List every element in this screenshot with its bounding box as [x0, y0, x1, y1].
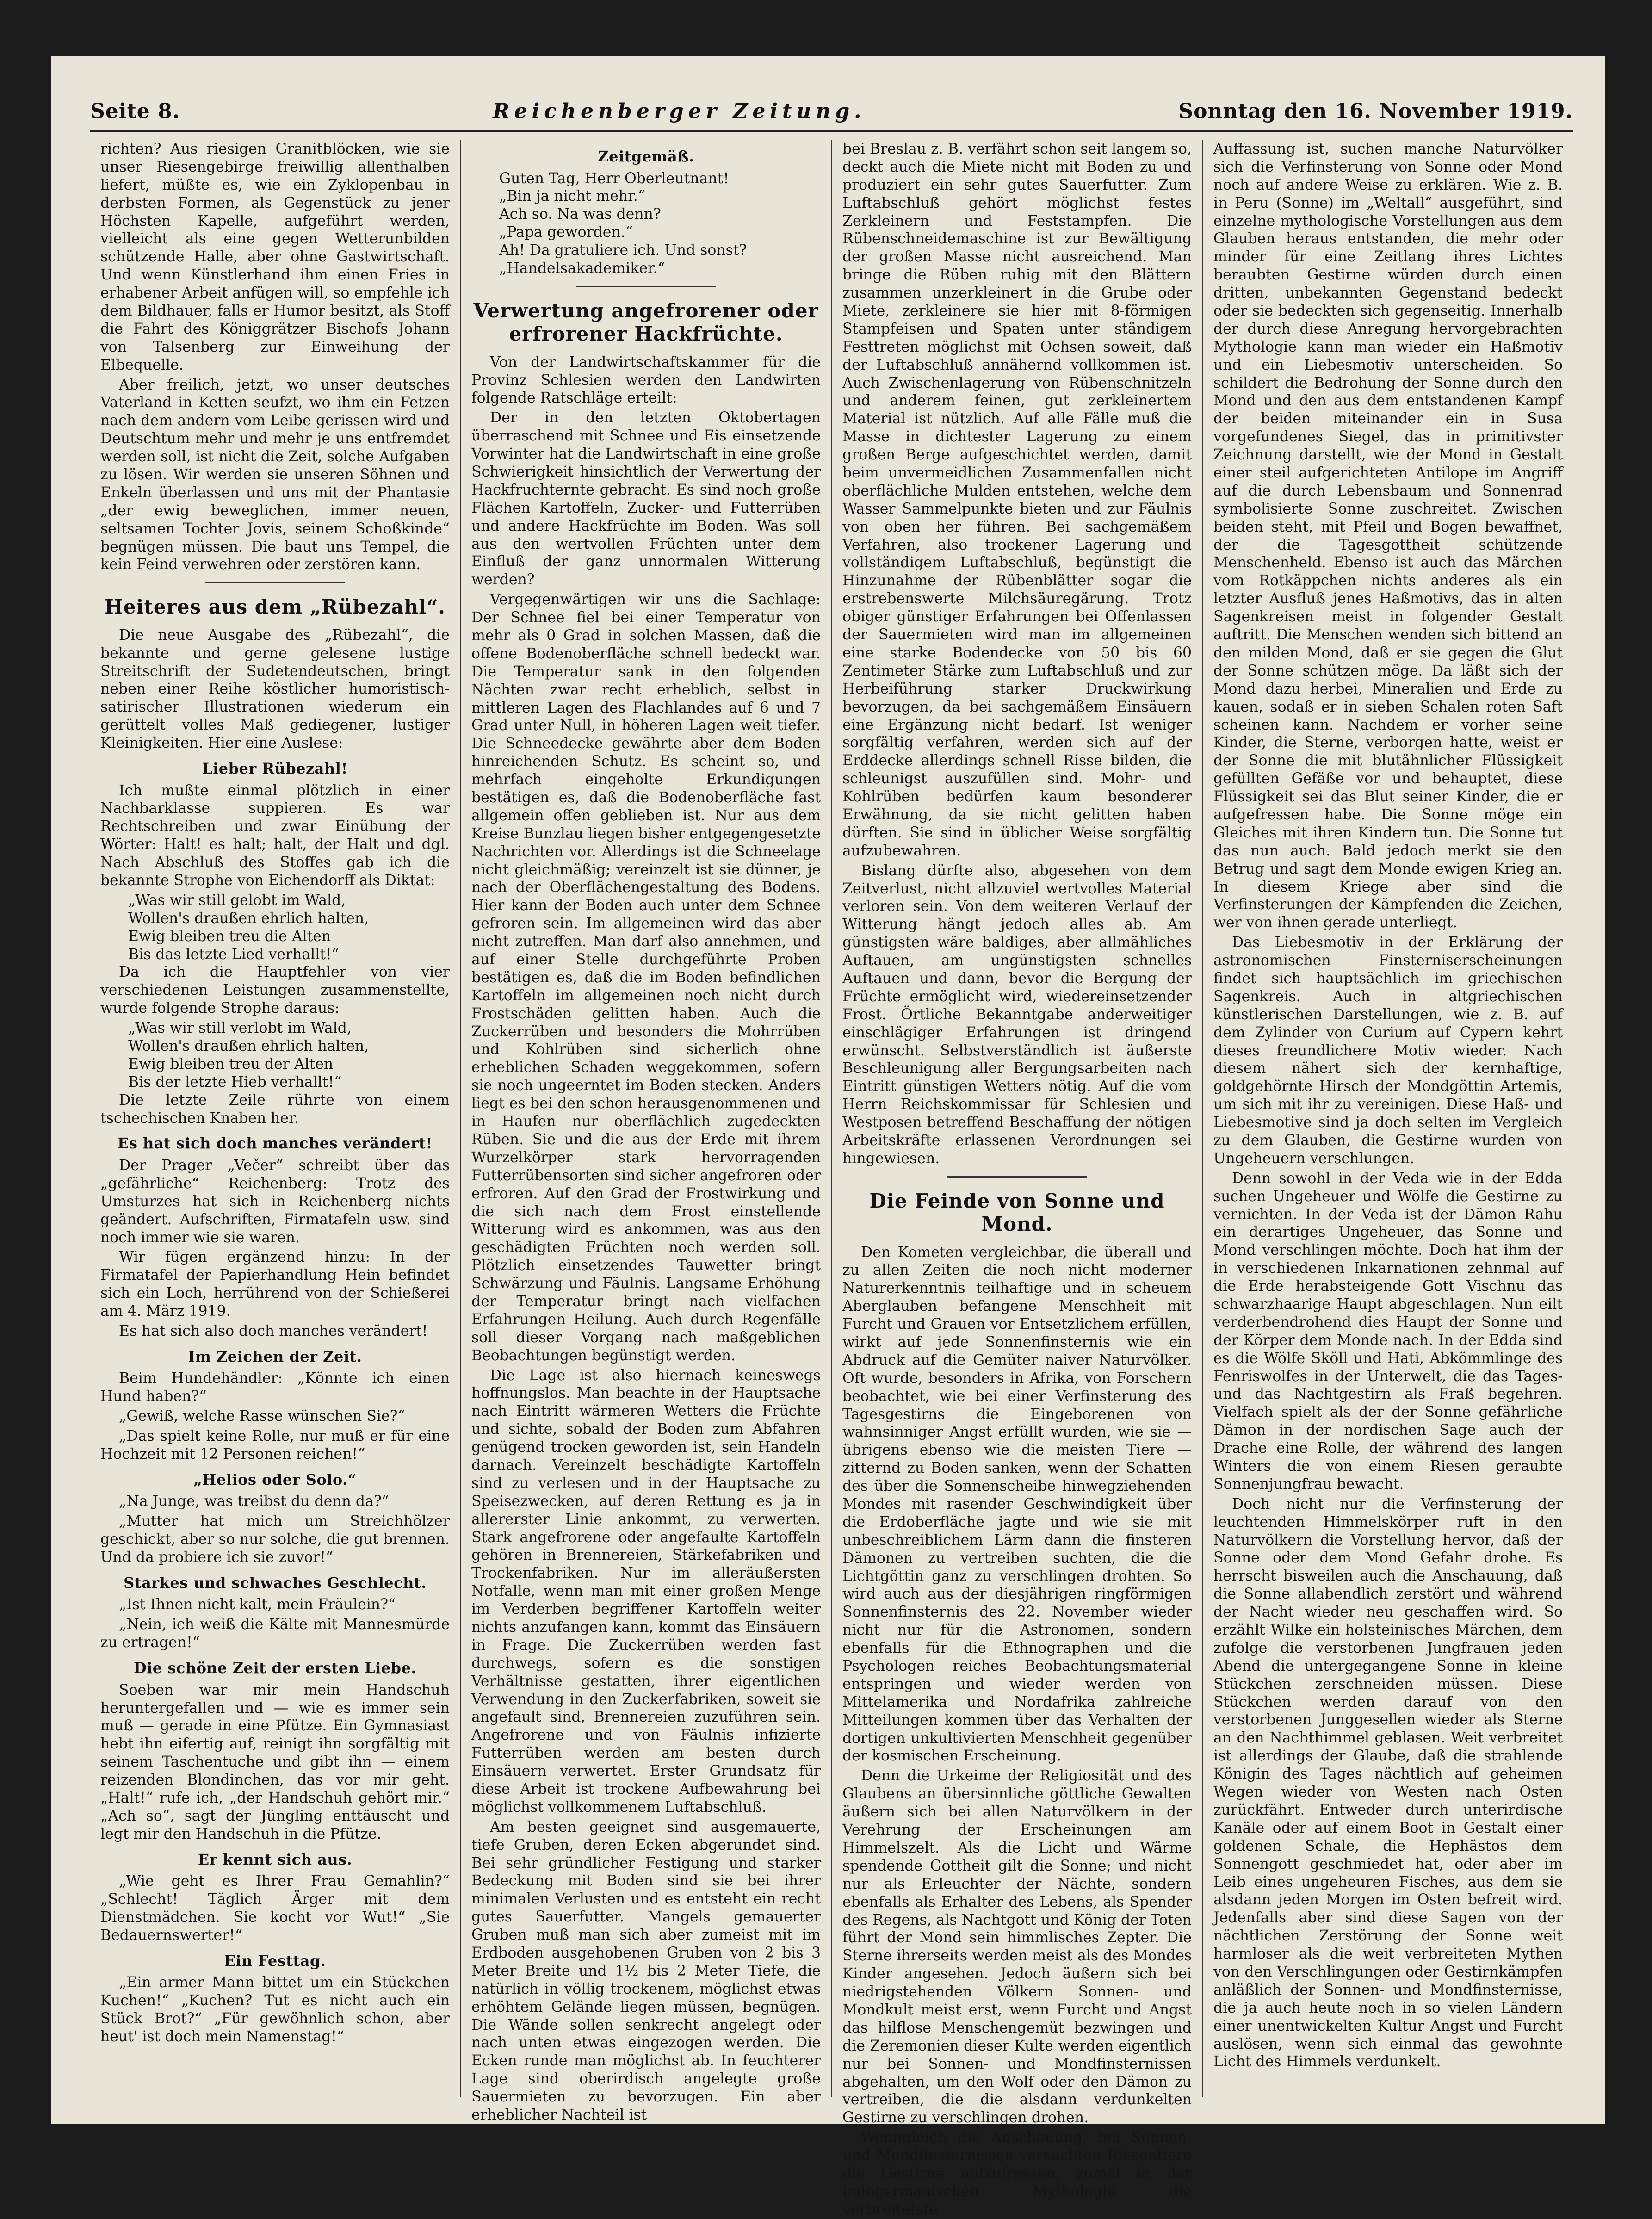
paragraph: „Wie geht es Ihrer Frau Gemahlin?“ „Schlecht! Täglich Ärger mit dem Dienstmädchen. Sie kocht vor Wut!“ „Sie Bedauernswerter!“: [100, 1873, 450, 1944]
page-number: Seite 8.: [90, 99, 180, 123]
verse-block: [100, 1019, 450, 1091]
divider: [205, 582, 345, 583]
subheading: Lieber Rübezahl!: [202, 760, 348, 777]
issue-date: Sonntag den 16. November 1919.: [1178, 99, 1573, 123]
dialogue-line: „Handelsakademiker.“: [499, 260, 665, 277]
column-1: [90, 140, 460, 2097]
paragraph: „Gewiß, welche Rasse wünschen Sie?“: [119, 1408, 405, 1425]
paragraph: Das Liebesmotiv in der Erklärung der astronomischen Finsterniserscheinungen findet sich hauptsächlich im griechischen Sagenkreis. Auch in altgriechischen künstlerischen Darstellungen, wie z. B. auf dem Zylinder von Curium auf Cypern kehrt dieses freundlichere Motiv wieder. Nach diesem nähert sich der kernhaftige, goldgehörnte Hirsch der Mondgöttin Artemis, um sich mit ihr zu vereinigen. Diese Haß- und Liebesmotive sind ja doch selten im Vergleich zu dem Glauben, die Gestirne wurden von Ungeheuern verschlungen.: [1213, 934, 1563, 1167]
paragraph: Am besten geeignet sind ausgemauerte, tiefe Gruben, deren Ecken abgerundet sind. Bei sehr gründlicher Festigung und starker Bedeckung mit Boden sind sie bei ihrer minimalen Verlusten und es entsteht ein recht gutes Sauerfutter. Mangels gemauerter Gruben muß man sich aber zumeist mit im Erdboden ausgehobenen Gruben von 2 bis 3 Meter Breite und 1½ bis 2 Meter Tiefe, die natürlich in völlig trockenem, möglichst etwas erhöhtem Gelände liegen müssen, begnügen. Die Wände sollen senkrecht angelegt oder nach unten etwas eingezogen werden. Die Ecken runde man möglichst ab. In feuchterer Lage sind oberirdisch angelegte große Sauermieten zu bevorzugen. Ein aber erheblicher Nachteil ist: [471, 1818, 821, 2124]
verse-line: „Was wir still verlobt im Wald,: [128, 1020, 352, 1037]
paragraph: „Mutter hat mich um Streichhölzer geschickt, aber so nur solche, die gut brennen. Und da probiere ich sie zuvor!“: [100, 1513, 450, 1566]
divider: [576, 286, 716, 287]
paragraph: Auffassung ist, suchen manche Naturvölker sich die Verfinsterung von Sonne oder Mond noch auf andere Weise zu erklären. Wie z. B. in Peru (Sonne) im „Weltall“ ausgeführt, sind einzelne mythologische Vorstellungen aus dem Glauben heraus entstanden, die mehr oder minder für eine Zeitlang ihres Lichtes beraubten Gestirne würden durch einen dritten, unbekannten Gegenstand bedeckt oder sie bedeckten sich gegenseitig. Innerhalb der durch diese Anregung hervorgebrachten Mythologie kann man wieder ein Haßmotiv und ein Liebesmotiv unterscheiden. So schildert die Bedrohung der Sonne durch den Mond und den aus dem entstandenen Kampf der beiden miteinander ein in Susa vorgefundenes Siegel, das in primitivster Zeichnung darstellt, wie der Mond in Gestalt einer steil aufgerichteten Antilope im Angriff auf die durch Lebensbaum und Sonnenrad symbolisierte Sonne zuschreitet. Zwischen beiden steht, mit Pfeil und Bogen bewaffnet, der die Tagesgottheit schützende Menschenheld. Ebenso ist auch das Märchen vom Rotkäppchen nichts anderes als ein letzter Ausfluß jenes Haßmotivs, das in alten Sagenkreisen meist in folgender Gestalt auftritt. Die Menschen wenden sich bittend an den milden Mond, daß er sie gegen die Glut der Sonne schützen möge. Da läßt sich der Mond dazu herbei, Mineralien und Erde zu kauen, sodaß er in sieben Schalen roten Saft scheinen kann. Nachdem er vorher seine Kinder, die Sterne, verborgen hatte, weist er der Sonne die mit blutähnlicher Flüssigkeit gefüllten Gefäße vor und behauptet, diese Flüssigkeit sei das Blut seiner Kinder, die er aufgefressen habe. Die Sonne möge ein Gleiches mit ihren Kindern tun. Die Sonne tut das nun auch. Bald jedoch merkt sie den Betrug und sagt dem Monde ewigen Krieg an. In diesem Kriege aber sind die Verfinsterungen der Kämpfenden die Zeichen, wer von ihnen gerade unterliegt.: [1213, 141, 1563, 931]
verse-line: Ewig bleiben treu die Alten: [128, 928, 331, 945]
paragraph: Der Prager „Večer“ schreibt über das „gefährliche“ Reichenberg: Trotz des Umsturzes hat sich in Reichenberg nichts geändert. Aufschriften, Firmatafeln usw. sind noch immer wie sie waren.: [100, 1157, 450, 1246]
subheading: Die schöne Zeit der ersten Liebe.: [134, 1659, 416, 1677]
article-heading-verwertung: Verwertung angefrorener oder erfrorener Hackfrüchte.: [473, 299, 819, 346]
paragraph: Aber freilich, jetzt, wo unser deutsches Vaterland in Ketten seufzt, wo ihm ein Fetzen nach dem andern vom Leibe gerissen wird und Deutschtum mehr und mehr je uns entfremdet werden soll, ist nicht die Zeit, solche Aufgaben zu lösen. Wir werden sie unseren Söhnen und Enkeln überlassen und uns mit der Phantasie „der ewig beweglichen, immer neuen, seltsamen Tochter Jovis, seinem Schoßkinde“ begnügen müssen. Die baut uns Tempel, die kein Feind verwehren oder zerstören kann.: [100, 376, 450, 573]
page-header: [90, 99, 1573, 132]
article-heading-feinde: Die Feinde von Sonne und Mond.: [869, 1189, 1165, 1236]
column-3: [831, 140, 1202, 2218]
paragraph: „Nein, ich weiß die Kälte mit Mannesmürde zu ertragen!“: [100, 1616, 450, 1651]
paragraph: Doch nicht nur die Verfinsterung der leuchtenden Himmelskörper ruft in den Naturvölkern die Vorstellung hervor, daß der Sonne oder dem Mond Gefahr drohe. Es herrscht bisweilen auch die Anschauung, daß die Sonne allabendlich zerstört und während der Nacht wieder neu geschaffen wird. So erzählt Wilke ein holsteinisches Märchen, dem zufolge die verstorbenen Jungfrauen jeden Abend die untergegangene Sonne in kleine Stückchen zerschneiden müssen. Diese Stückchen werden darauf von den verstorbenen Junggesellen wieder als Sterne an den Nachthimmel geblasen. Weit verbreitet ist allerdings der Glaube, daß die strahlende Königin des Tages nächtlich auf geheimen Wegen wieder von Westen nach Osten zurückfährt. Entweder durch unterirdische Kanäle oder auf einem Boot in Gestalt einer goldenen Schale, die Hephästos dem Sonnengott geschmiedet hat, oder aber im Leib eines ungeheuren Fisches, aus dem sie alsdann jeden Morgen im Osten befreit wird. Jedenfalls aber sind diese Sagen von der nächtlichen Zerstörung der Sonne weit harmloser als die weit verbreiteten Mythen von den Verschlingungen oder Gestirnkämpfen anläßlich der Sonnen- und Mondfinsternisse, die ja auch heute noch in so vielen Ländern einer unentwickelten Kultur Angst und Furcht auslösen, wenn sich einmal das gewohnte Licht des Himmels verdunkelt.: [1213, 1495, 1563, 2070]
article-heading-ruebezahl: Heiteres aus dem „Rübezahl“.: [105, 595, 445, 619]
paragraph: Wenngleich die Anschauung, bei Sonnen- und Mondfinsternissen versuchten Riesentiere die Gestirne aufzufressen, zumal in der indogermanischen Mythologie die verbreitetste: [842, 2129, 1192, 2218]
subheading: Ein Festtag.: [224, 1952, 326, 1970]
paragraph: „Ein armer Mann bittet um ein Stückchen Kuchen!“ „Kuchen? Tut es nicht auch ein Stück Brot?“ „Für gewöhnlich schon, aber heut' ist doch mein Namenstag!“: [100, 1974, 450, 2045]
paragraph: Die neue Ausgabe des „Rübezahl“, die bekannte und gerne gelesene lustige Streitschrift der Sudetendeutschen, bringt neben einer Reihe köstlicher humoristisch-satirischer Illustrationen wiederum ein gerüttelt volles Maß gediegener, lustiger Kleinigkeiten. Hier eine Auslese:: [100, 626, 450, 752]
divider: [947, 1176, 1087, 1178]
subheading: „Helios oder Solo.“: [193, 1470, 357, 1488]
dialogue-line: Ach so. Na was denn?: [499, 206, 661, 223]
paragraph: Vergegenwärtigen wir uns die Sachlage: Der Schnee fiel bei einer Temperatur von mehr als 0 Grad in solchen Massen, daß die offene Bodenoberfläche schnell bedeckt war. Die Temperatur sank in den folgenden Nächten zwar recht erheblich, selbst in mittleren Lagen des Flachlandes auf 6 und 7 Grad unter Null, in höheren Lagen weit tiefer. Die Schneedecke gewährte aber dem Boden hinreichenden Schutz. Es scheint so, und mehrfach eingeholte Erkundigungen bestätigen es, daß die Bodenoberfläche fast allgemein offen geblieben ist. Nur aus dem Kreise Bunzlau liegen bisher entgegengesetzte Nachrichten vor. Allerdings ist die Schneelage nicht gleichmäßig; vereinzelt ist sie dünner, je nach der Oberflächengestaltung des Bodens. Hier kann der Boden auch unter dem Schnee gefroren sein. Im allgemeinen wird das aber nicht zutreffen. Man darf also annehmen, und auf einer Stelle durchgeführte Proben bestätigen es, daß die im Boden befindlichen Kartoffeln im allgemeinen noch nicht durch Frostschäden gelitten haben. Auch die Zuckerrüben und besonders die Mohrrüben und Kohlrüben sind sicherlich ohne erheblichen Schaden weggekommen, sofern sie noch ungeerntet im Boden stecken. Anders liegt es bei den schon herausgenommenen und in Haufen nur oberflächlich zugedeckten Rüben. Sie und die aus der Erde mit ihrem Wurzelkörper stark hervorragenden Futterrübensorten sind sicher angefroren oder erfroren. Auf den Grad der Frostwirkung und die sich nach dem Frost einstellende Witterung wird es ankommen, was aus den geschädigten Früchten noch werden soll. Plötzlich einsetzendes Tauwetter bringt Schwärzung und Fäulnis. Langsame Erhöhung der Temperatur bringt nach vielfachen Erfahrungen Heilung. Auch durch Regenfälle soll dieser Vorgang nach maßgeblichen Beobachtungen begünstigt werden.: [471, 591, 821, 1364]
verse-line: Bis das letzte Lied verhallt!“: [128, 946, 339, 963]
verse-line: Wollen's draußen ehrlich halten,: [128, 1037, 369, 1054]
paragraph: „Na Junge, was treibst du denn da?“: [119, 1493, 389, 1510]
paragraph: Denn sowohl in der Veda wie in der Edda suchen Ungeheuer und Wölfe die Gestirne zu vernichten. In der Veda ist der Dämon Rahu ein derartiges Ungeheuer, das Sonne und Mond verschlingen möchte. Doch hat ihm der in verschiedenen Inkarnationen zehnmal auf die Erde herabsteigende Gott Vischnu das schwarzhaarige Haupt abgeschlagen. Nun eilt verderbendrohend dies Haupt der Sonne und der Körper dem Monde nach. In der Edda sind es die Wölfe Sköll und Hati, Abkömmlinge des Fenriswolfes in der Unterwelt, die das Tages- und das Nachtgestirn als Fraß begehren. Vielfach spielt als der der Sonne gefährliche Dämon in der nordischen Sage auch der Drache eine Rolle, der während des langen Winters die von einem Riesen geraubte Sonnenjungfrau bewacht.: [1213, 1170, 1563, 1493]
paragraph: „Ist Ihnen nicht kalt, mein Fräulein?“: [119, 1596, 396, 1613]
dialogue-line: „Papa geworden.“: [499, 224, 633, 241]
paragraph: Denn die Urkeime der Religiosität und des Glaubens an übersinnliche göttliche Gewalten äußern sich bei allen Naturvölkern in der Verehrung der Erscheinungen am Himmelszelt. Als die Licht und Wärme spendende Gottheit gilt die Sonne; und nicht nur als Erleuchter der Nächte, sondern ebenfalls als Erhalter des Lebens, als Spender des Regens, als Nachtgott und König der Toten führt der Mond sein himmlisches Zepter. Die Sterne ihrerseits werden meist als des Mondes Kinder angesehen. Jedoch äußern sich bei niedrigstehenden Völkern Sonnen- und Mondkult meist erst, wenn Furcht und Angst das hilflose Menschengemüt bezwingen und die Zeremonien dieser Kulte werden eigentlich nur bei Sonnen- und Mondfinsternissen abgehalten, um den Wolf oder den Dämon zu vertreiben, die die alsdann verdunkelten Gestirne zu verschlingen drohen.: [842, 1767, 1192, 2126]
paragraph: Ich mußte einmal plötzlich in einer Nachbarklasse suppieren. Es war Rechtschreiben und zwar Einübung der Wörter: Halt! es halt; halt, der Halt und dgl. Nach Abschluß des Stoffes gab ich die bekannte Strophe von Eichendorff als Diktat:: [100, 782, 450, 889]
verse-line: „Was wir still gelobt im Wald,: [128, 892, 346, 909]
paragraph: Beim Hundehändler: „Könnte ich einen Hund haben?“: [100, 1370, 450, 1405]
paragraph: Bislang dürfte also, abgesehen von dem Zeitverlust, nicht allzuviel wertvolles Material verloren sein. Von dem weiteren Verlauf der Witterung hängt jedoch alles ab. Am günstigsten wäre baldiges, aber allmähliches Auftauen, am ungünstigsten schnelles Auftauen und dann, bevor die Bergung der Früchte ermöglicht wird, wiedereinsetzender Frost. Örtliche Bekanntgabe anderweitiger einschlägiger Erfahrungen ist dringend erwünscht. Selbstverständlich ist äußerste Beschleunigung aller Bergungsarbeiten nach Eintritt günstigen Wetters nötig. Auf die vom Herrn Reichskommissar für Schlesien und Westposen betreffend Beschaffung der nötigen Arbeitskräfte erlassenen Verordnungen sei hingewiesen.: [842, 862, 1192, 1167]
subheading: Er kennt sich aus.: [198, 1850, 353, 1868]
column-4: [1202, 140, 1573, 2097]
paragraph: Die letzte Zeile rührte von einem tschechischen Knaben her.: [100, 1091, 450, 1127]
subheading: Im Zeichen der Zeit.: [188, 1347, 362, 1365]
verse-line: Ewig bleiben treu der Alten: [128, 1055, 334, 1072]
subheading: Es hat sich doch manches verändert!: [118, 1134, 433, 1153]
subheading: Starkes und schwaches Geschlecht.: [124, 1574, 427, 1592]
subheading: Zeitgemäß.: [598, 148, 694, 165]
verse-block: [100, 892, 450, 964]
paragraph: Da ich die Hauptfehler von vier verschiedenen Leistungen zusammenstellte, wurde folgende Strophe daraus:: [100, 964, 450, 1017]
dialogue-line: Guten Tag, Herr Oberleutnant!: [499, 170, 729, 187]
column-2: [460, 140, 831, 2124]
dialogue-block: [471, 170, 821, 278]
dialogue-line: Ah! Da gratuliere ich. Und sonst?: [499, 242, 747, 259]
dialogue-line: „Bin ja nicht mehr.“: [499, 188, 645, 205]
paragraph: Der in den letzten Oktobertagen überraschend mit Schnee und Eis einsetzende Vorwinter hat die Landwirtschaft in eine große Schwierigkeit hinsichtlich der Verwertung der Hackfruchternte gebracht. Es sind noch große Flächen Kartoffeln, Zucker- und Futterrüben und andere Hackfrüchte im Boden. Was soll aus den wertvollen Früchten unter dem Einfluß der ganz unnormalen Witterung werden?: [471, 409, 821, 589]
paragraph: richten? Aus riesigen Granitblöcken, wie sie unser Riesengebirge freiwillig allenthalben liefert, müßte es, wie ein Zyklopenbau in derbsten Formen, als Gegenstück zu jener Höchsten Kapelle, aufgeführt werden, vielleicht als eine gegen Wetterunbilden schützende Halle, aber ohne Gastwirtschaft. Und wenn Künstlerhand ihm einen Fries in erhabener Arbeit anfügen will, so empfehle ich dem Bildhauer, falls er Humor besitzt, als Stoff die Fahrt des Königgrätzer Bischofs Johann von Talsenberg zur Einweihung der Elbequelle.: [100, 141, 450, 373]
article-columns: [90, 140, 1573, 2218]
paragraph: Den Kometen vergleichbar, die überall und zu allen Zeiten die noch nicht moderner Naturerkenntnis teilhaftige und in scheuem Aberglauben befangene Menschheit mit Furcht und Grauen vor Entsetzlichem erfüllen, wirkt auf jede Sonnenfinsternis wie ein Abdruck auf die Gemüter naiver Naturvölker. Oft wurde, besonders in Afrika, von Forschern beobachtet, wie bei einer Verfinsterung des Tagesgestirns die Eingeborenen von wahnsinniger Angst erfüllt wurden, wie sie — übrigens ebenso wie die meisten Tiere — zitternd zu Boden sanken, wenn der Schatten des über die Sonnenscheibe hinwegziehenden Mondes mit rasender Geschwindigkeit über die Erdoberfläche jagte und wie sie mit unbeschreiblichem Lärm dann die finsteren Dämonen zu vertreiben suchten, die die Lichtgöttin ganz zu verschlingen drohten. So wird auch aus der diesjährigen ringförmigen Sonnenfinsternis des 22. November wieder nicht nur für die Astronomen, sondern ebenfalls für die Ethnographen und die Psychologen reiches Beobachtungsmaterial entspringen und wieder werden von Mittelamerika und Nordafrika zahlreiche Mitteilungen kommen über das Verhalten der dortigen unkultivierten Menschheit gegenüber der kosmischen Erscheinung.: [842, 1244, 1192, 1765]
paragraph: Es hat sich also doch manches verändert!: [119, 1322, 428, 1339]
paragraph: „Das spielt keine Rolle, nur muß er für eine Hochzeit mit 12 Personen reichen!“: [100, 1428, 450, 1463]
verse-line: Bis der letzte Hieb verhallt!“: [128, 1073, 342, 1091]
paragraph: Von der Landwirtschaftskammer für die Provinz Schlesien werden den Landwirten folgende Ratschläge erteilt:: [471, 353, 821, 407]
newspaper-title: Reichenberger Zeitung.: [492, 99, 866, 123]
verse-line: Wollen's draußen ehrlich halten,: [128, 910, 369, 927]
paragraph: Die Lage ist also hiernach keineswegs hoffnungslos. Man beachte in der Hauptsache nach Eintritt wärmeren Wetters die Früchte und sichte, sobald der Boden zum Abfahren genügend trocken geworden ist, sein Handeln darnach. Vereinzelt beschädigte Kartoffeln sind zu verlesen und in der Hauptsache zu Speisezwecken, auf deren Rettung es ja in allererster Linie ankommt, zu verwerten. Stark angefrorene oder angefaulte Kartoffeln gehören in Brennereien, Stärkefabriken und Trockenfabriken. Nur im alleräußersten Notfalle, wenn man mit einer großen Menge im Verderben begriffener Kartoffeln weiter nichts anzufangen kann, kommt das Einsäuern in Frage. Die Zuckerrüben werden fast durchwegs, sofern es die sonstigen Verhältnisse gestatten, ihrer eigentlichen Verwendung in den Zuckerfabriken, soweit sie angefault sind, Brennereien zuzuführen sein. Angefrorene und von Fäulnis infizierte Futterrüben werden am besten durch Einsäuern verwertet. Erster Grundsatz für diese Arbeit ist trockene Aufbewahrung bei möglichst vollkommenem Luftabschluß.: [471, 1367, 821, 1816]
paragraph: Soeben war mir mein Handschuh heruntergefallen und — wie es immer sein muß — gerade in eine Pfütze. Ein Gymnasiast hebt ihn eifertig auf, reinigt ihn sorgfältig mit seinem Taschentuche und gibt ihn — einem reizenden Blondinchen, das vor mir geht. „Halt!“ rufe ich, „der Handschuh gehört mir.“ „Ach so“, sagt der Jüngling enttäuscht und legt mir den Handschuh in die Pfütze.: [100, 1681, 450, 1842]
paragraph: bei Breslau z. B. verfährt schon seit langem so, deckt auch die Miete nicht mit Boden zu und produziert ein sehr gutes Sauerfutter. Zum Luftabschluß gehört möglichst festes Zerkleinern und Feststampfen. Die Rübenschneidemaschine ist zur Bewältigung der großen Masse nicht ausreichend. Man bringe die Rüben ruhig mit den Blättern zusammen unzerkleinert in die Grube oder Miete, zerkleinere sie hier mit 8-förmigen Stampfeisen und Spaten unter ständigem Festtreten möglichst mit Ochsen soweit, daß der Luftabschluß annähernd vollkommen ist. Auch Zwischenlagerung von Rübenschnitzeln und anderem feinen, gut zerkleinertem Material ist nützlich. Auf alle Fälle muß die Masse in dichtester Lagerung zu einem großen Berge aufgeschichtet werden, damit beim unvermeidlichen Zusammenfallen nicht oberflächliche Mulden entstehen, welche dem Wasser Sammelpunkte bieten und zur Fäulnis von oben her führen. Bei sachgemäßem Verfahren, also trockener Lagerung und vollständigem Luftabschluß, begünstigt die Hinzunahme der Rübenblätter sogar die erstrebenswerte Milchsäuregärung. Trotz obiger günstiger Erfahrungen bei Offenlassen der Sauermieten wird man im allgemeinen eine starke Bodendecke von 50 bis 60 Zentimeter Stärke zum Luftabschluß und zur Herbeiführung starker Druckwirkung bevorzugen, da bei sachgemäßem Einsäuern eine Ergänzung nicht bedarf. Ist weniger sorgfältig verfahren, werden sich auf der Erddecke allerdings schnell Risse bilden, die schleunigst auszufüllen sind. Mohr- und Kohlrüben bedürfen kaum besonderer Erwähnung, da sie nicht gelitten haben dürften. Sie sind in üblicher Weise sorgfältig aufzubewahren.: [842, 141, 1192, 859]
newspaper-page: [51, 56, 1605, 2218]
paragraph: Wir fügen ergänzend hinzu: In der Firmatafel der Papierhandlung Hein befindet sich ein Loch, herrührend von der Schießerei am 4. März 1919.: [100, 1249, 450, 1320]
